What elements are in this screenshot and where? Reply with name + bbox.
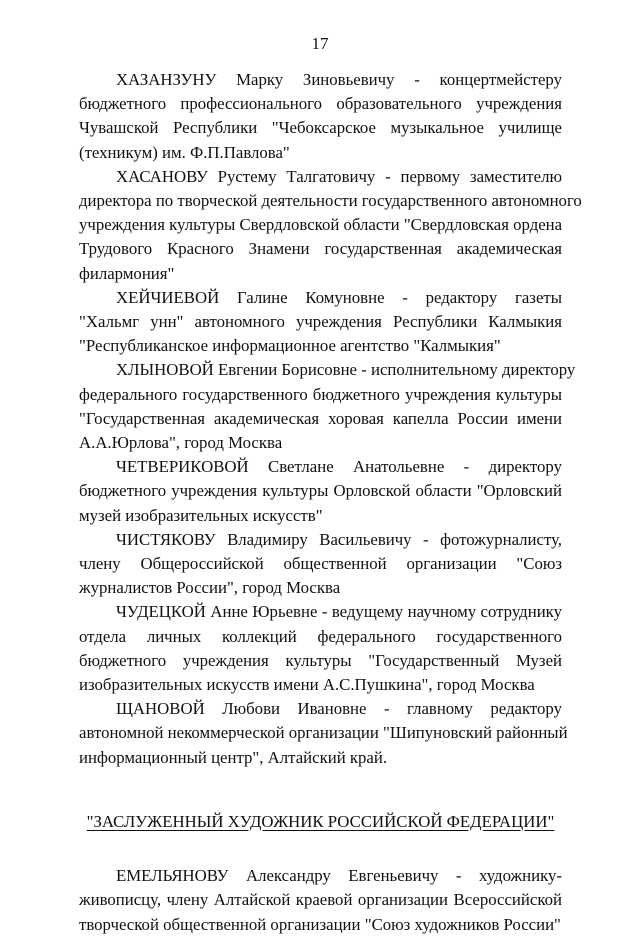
entry-line: ХАЗАНЗУНУ Марку Зиновьевичу - концертмейстеру xyxy=(116,70,562,89)
entry-line: "Хальмг унн" автономного учреждения Республики Калмыкия xyxy=(79,312,562,332)
entry-line: ЧЕТВЕРИКОВОЙ Светлане Анатольевне - директору xyxy=(116,457,562,477)
entry-line: живописцу, члену Алтайской краевой организации Всероссийской xyxy=(79,890,562,910)
award-entry xyxy=(79,697,568,770)
entry-line: "Республиканское информационное агентство "Калмыкия" xyxy=(79,336,501,356)
award-entries-after-heading xyxy=(79,864,562,937)
award-entry xyxy=(79,165,582,286)
entry-line: автономной некоммерческой организации "Шипуновский районный xyxy=(79,723,568,743)
award-entry xyxy=(79,358,576,455)
page-number: 17 xyxy=(311,34,329,53)
award-entry xyxy=(79,455,562,528)
award-entry xyxy=(79,528,562,601)
entry-line: Трудового Красного Знамени государственная академическая xyxy=(79,239,562,259)
award-list xyxy=(79,68,582,937)
section-heading: "ЗАСЛУЖЕННЫЙ ХУДОЖНИК РОССИЙСКОЙ ФЕДЕРАЦИИ" xyxy=(86,811,555,831)
entry-line: ХАСАНОВУ Рустему Талгатовичу - первому заместителю xyxy=(116,166,562,186)
entry-line: федерального государственного бюджетного учреждения культуры xyxy=(79,384,562,404)
entry-line: творческой общественной организации "Союз художников России" xyxy=(79,914,561,934)
entry-line: изобразительных искусств имени А.С.Пушкина", город Москва xyxy=(79,675,535,695)
entry-line: ХЕЙЧИЕВОЙ Галине Комуновне - редактору газеты xyxy=(116,287,562,307)
entry-line: ЧИСТЯКОВУ Владимиру Васильевичу - фотожурналисту, xyxy=(116,529,562,549)
entry-line: информационный центр", Алтайский край. xyxy=(79,747,388,767)
entry-line: бюджетного профессионального образовательного учреждения xyxy=(79,94,562,114)
award-entries xyxy=(79,68,582,770)
entry-line: (техникум) им. Ф.П.Павлова" xyxy=(79,142,290,162)
entry-line: журналистов России", город Москва xyxy=(79,578,341,598)
entry-line: бюджетного учреждения культуры "Государственный Музей xyxy=(79,650,562,670)
entry-line: директора по творческой деятельности государственного автономного xyxy=(79,191,582,211)
entry-line: "Государственная академическая хоровая капелла России имени xyxy=(79,408,562,428)
entry-line: ЧУДЕЦКОЙ Анне Юрьевне - ведущему научному сотруднику xyxy=(116,602,562,622)
award-entry xyxy=(79,600,562,697)
entry-line: бюджетного учреждения культуры Орловской области "Орловский xyxy=(79,481,562,501)
entry-line: ЩАНОВОЙ Любови Ивановне - главному редактору xyxy=(116,699,562,719)
entry-line: Чувашской Республики "Чебоксарское музыкальное училище xyxy=(79,118,562,138)
entry-line: филармония" xyxy=(79,263,175,283)
entry-line: ЕМЕЛЬЯНОВУ Александру Евгеньевичу - художнику- xyxy=(116,866,562,886)
entry-line: члену Общероссийской общественной организации "Союз xyxy=(79,554,562,574)
entry-line: учреждения культуры Свердловской области "Свердловская ордена xyxy=(79,215,563,235)
entry-line: ХЛЫНОВОЙ Евгении Борисовне - исполнительному директору xyxy=(116,360,576,380)
entry-line: музей изобразительных искусств" xyxy=(79,505,323,525)
award-entry xyxy=(79,864,562,937)
entry-line: отдела личных коллекций федерального государственного xyxy=(79,626,562,646)
award-entry xyxy=(79,68,562,165)
entry-line: А.А.Юрлова", город Москва xyxy=(79,433,283,453)
award-entry xyxy=(79,286,562,359)
